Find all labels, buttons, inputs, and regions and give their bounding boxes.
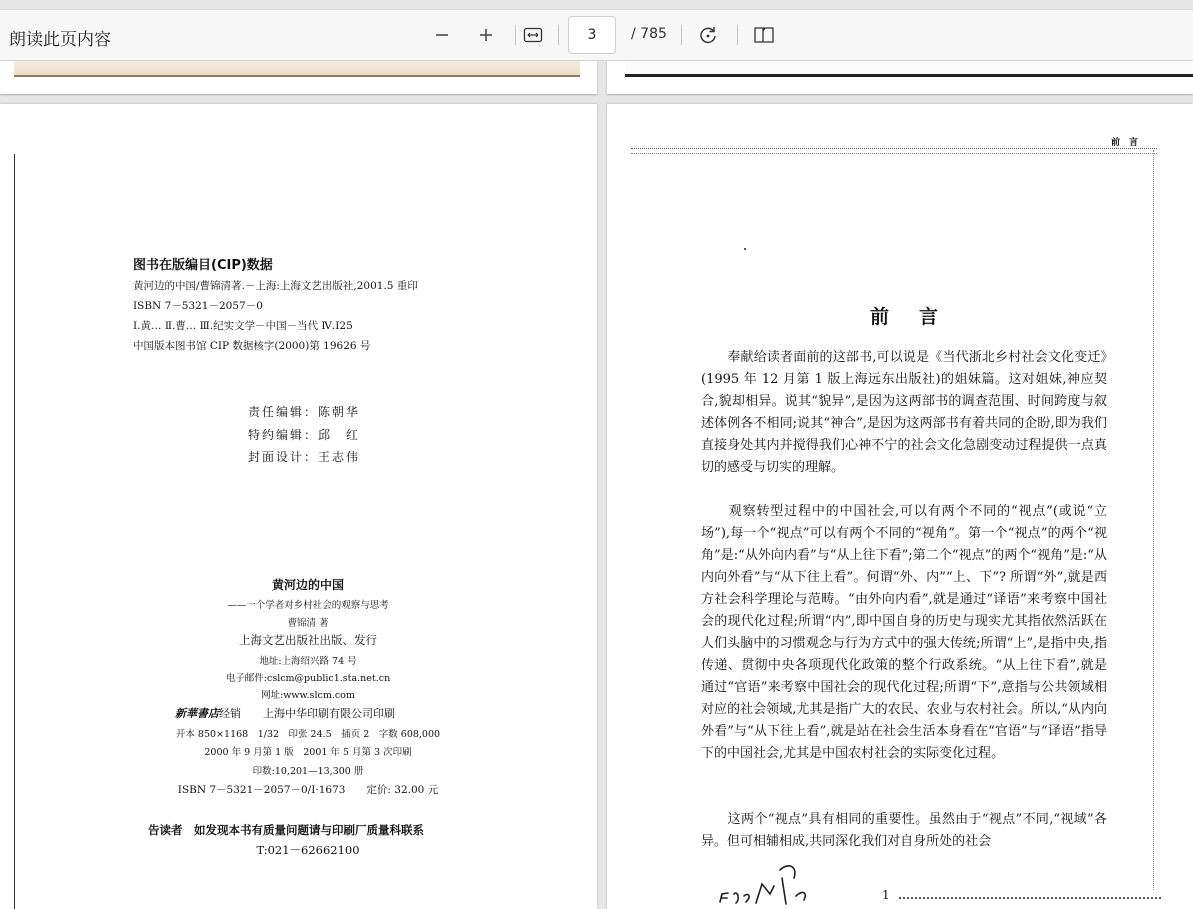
reader-notice: 告读者 如发现本书有质量问题请与印刷厂质量科联系 <box>148 823 424 837</box>
cip-line: Ⅰ.黄… Ⅱ.曹… Ⅲ.纪实文学－中国－当代 Ⅳ.I25 <box>133 320 353 332</box>
toolbar-divider <box>558 25 559 45</box>
fit-width-icon <box>523 27 543 43</box>
fit-width-button[interactable] <box>518 20 548 50</box>
toolbar-divider <box>515 25 516 45</box>
pdf-page-copyright <box>0 104 597 909</box>
email: 电子邮件:cslcm@public1.sta.net.cn <box>225 673 391 684</box>
xinhua-bookstore-logo: 新華書店 <box>175 707 219 720</box>
preface-paragraph: 奉献给读者面前的这部书,可以说是《当代浙北乡村社会文化变迁》(1995 年 12 月第 1 版上海远东出版社)的姐妹篇。这对姐妹,神应契合,貌却相异。说其“貌异”,是因为这两部书的调查范围、时间跨度与叙述体例各不相同;说其“神合”,是因为这两部书有着共同的企盼,即为我们直接身处其内并搅得我们心神不宁的社会文化急剧变动过程提供一点真切的感受与切实的理解。 <box>701 350 1107 475</box>
cover-image-bottom <box>14 61 580 77</box>
page-number-input[interactable] <box>568 16 616 54</box>
rotate-button[interactable] <box>693 20 723 50</box>
cip-line: 黄河边的中国/曹锦清著.－上海:上海文艺出版社,2001.5 重印 <box>133 280 418 292</box>
editor-credit: 特约编辑：邱 红 <box>248 428 361 442</box>
format-info: 开本 850×1168 1/32 印张 24.5 插页 2 字数 608,000 <box>175 729 441 740</box>
total-pages: / 785 <box>631 26 667 42</box>
zoom-in-button[interactable] <box>471 20 501 50</box>
author: 曹锦清 著 <box>287 618 329 629</box>
handwritten-signature <box>712 856 882 909</box>
pdf-page-preface <box>607 104 1193 909</box>
footer-rule <box>899 897 1161 899</box>
scan-edge-line <box>1153 150 1154 890</box>
book-subtitle: ——一个学者对乡村社会的观察与思考 <box>227 600 389 611</box>
editor-credit: 封面设计：王志伟 <box>248 450 361 464</box>
pdf-toolbar <box>0 9 1193 61</box>
preface-title: 前言 <box>869 306 968 328</box>
distribution-line: 新華書店经销 上海中华印刷有限公司印刷 <box>175 707 395 720</box>
running-header: 前 言 <box>1111 138 1139 148</box>
page-view-button[interactable] <box>749 20 779 50</box>
preface-paragraph: 这两个“视点”具有相同的重要性。虽然由于“视点”不同,“视域”各异。但可相辅相成,共同深化我们对自身所处的社会 <box>701 812 1107 849</box>
header-rule <box>631 148 1157 149</box>
cip-line: ISBN 7－5321－2057－0 <box>133 300 263 312</box>
cip-title: 图书在版编目(CIP)数据 <box>133 258 273 273</box>
toolbar-divider <box>737 25 738 45</box>
scan-edge-line <box>14 154 15 909</box>
edition-info: 2000 年 9 月第 1 版 2001 年 5 月第 3 次印刷 <box>204 747 412 758</box>
minus-icon <box>434 27 450 43</box>
page-number: 1 <box>882 888 890 902</box>
two-page-view-icon <box>753 26 775 44</box>
read-aloud-button[interactable]: 朗读此页内容 <box>9 30 111 50</box>
scan-speck <box>744 248 746 250</box>
plus-icon <box>478 27 494 43</box>
toolbar-divider <box>681 25 682 45</box>
print-run: 印数:10,201—13,300 册 <box>252 766 364 777</box>
cover-image-bottom <box>625 61 1193 77</box>
book-title: 黄河边的中国 <box>271 578 344 592</box>
editor-credit: 责任编辑：陈朝华 <box>248 405 361 419</box>
previous-page-right <box>607 61 1193 94</box>
contact-phone: T:021－62662100 <box>256 843 360 857</box>
header-rule <box>631 153 1157 154</box>
website: 网址:www.slcm.com <box>261 690 355 701</box>
cip-line: 中国版本图书馆 CIP 数据核字(2000)第 19626 号 <box>133 340 371 352</box>
publisher: 上海文艺出版社出版、发行 <box>239 633 377 647</box>
address: 地址:上海绍兴路 74 号 <box>259 656 357 667</box>
rotate-icon <box>698 25 718 45</box>
preface-paragraph: 观察转型过程中的中国社会,可以有两个不同的“视点”(或说“立场”),每一个“视点”可以有两个不同的“视角”。第一个“视点”的两个“视角”是:“从外向内看”与“从上往下看”;第二个“视点”的两个“视角”是:“从内向外看”与“从下往上看”。何谓“外、内”“上、下”? 所谓“外”,就是西方社会科学理论与范畴。“由外向内看”,就是通过“译语”来考察中国社会的现代化过程;所谓“内”,即中国自身的历史与现实尤其指依然活跃在人们头脑中的习惯观念与行为方式中的强大传统;所谓“上”,是指中央,指传递、贯彻中央各项现代化政策的整个行政系统。“从上往下看”,就是通过“官语”来考察中国社会的现代化过程;所谓“下”,意指与公共领域相对应的社会领域,尤其是指广大的农民、农业与农村社会。所以,“从内向外看”与“从下往上看”,就是站在社会生活本身看在“官语”与“译语”指导下的中国社会,尤其是中国农村社会的实际变化过程。 <box>701 504 1107 761</box>
isbn-price: ISBN 7－5321－2057－0/I·1673 定价: 32.00 元 <box>177 784 439 796</box>
previous-page-left <box>0 61 597 94</box>
zoom-out-button[interactable] <box>427 20 457 50</box>
